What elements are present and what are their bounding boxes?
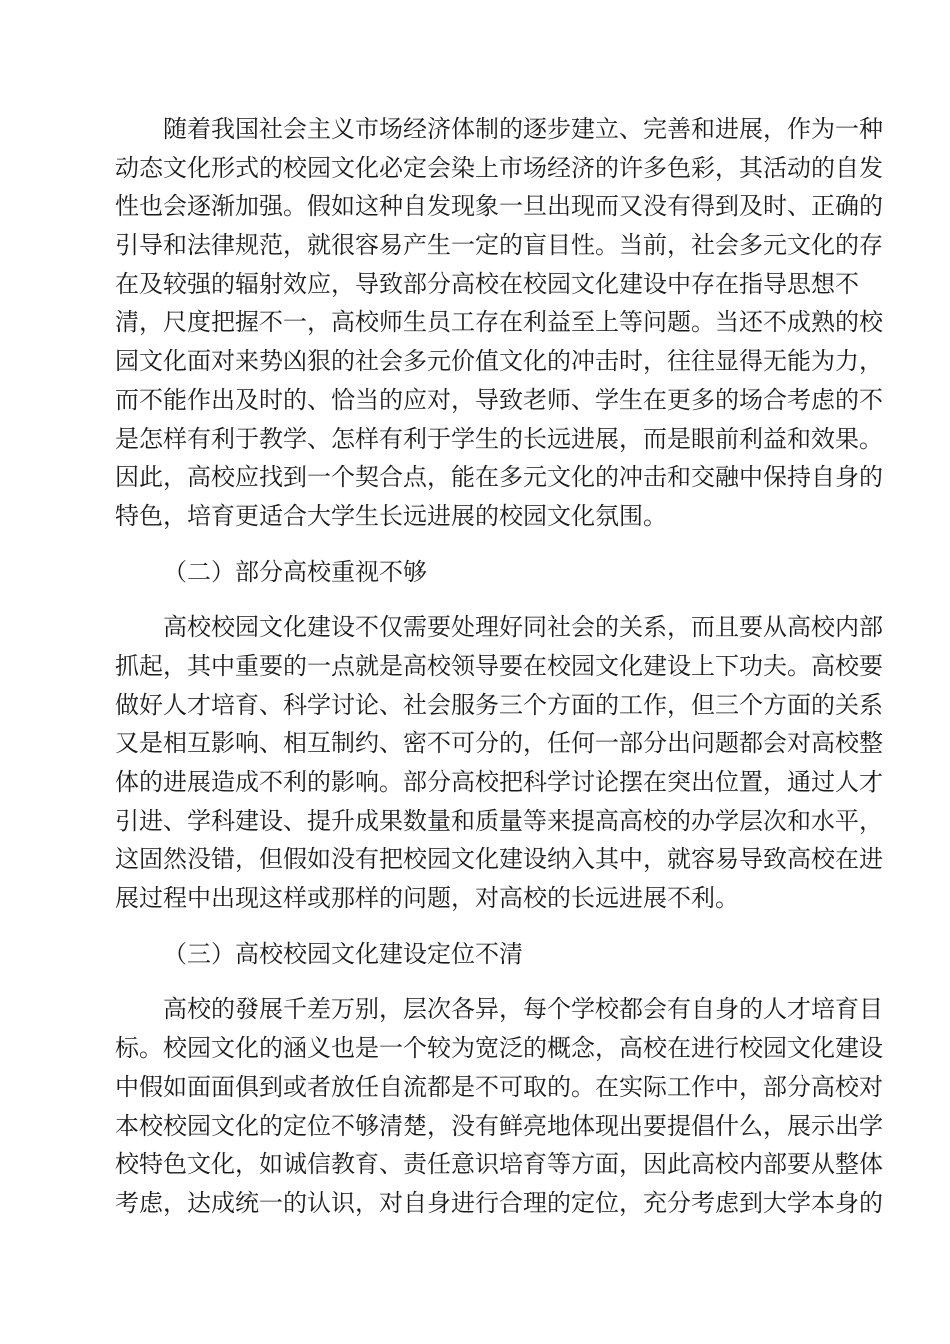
paragraph-1-line: 特色，培育更适合大学生长远进展的校园文化氛围。: [115, 501, 667, 530]
document-body: [115, 110, 883, 1223]
paragraph-3-line: 考虑，达成统一的认识，对自身进行合理的定位，充分考虑到大学本身的: [115, 1188, 883, 1217]
section-heading-2: （二）部分高校重视不够: [163, 557, 427, 586]
paragraph-1: [115, 110, 883, 536]
paragraph-1-line: 动态文化形式的校园文化必定会染上市场经济的许多色彩，其活动的自发: [115, 153, 883, 182]
paragraph-3-line: 本校校园文化的定位不够清楚，没有鲜亮地体现出要提倡什么，展示出学: [115, 1111, 883, 1140]
paragraph-1-line: 是怎样有利于教学、怎样有利于学生的长远进展，而是眼前利益和效果。: [115, 424, 883, 453]
paragraph-1-line: 园文化面对来势凶狠的社会多元价值文化的冲击时，往往显得无能为力，: [115, 347, 883, 376]
paragraph-2-line: 引进、学科建设、提升成果数量和质量等来提高高校的办学层次和水平，: [115, 806, 883, 835]
paragraph-3-line: 高校的發展千差万别，层次各异，每个学校都会有自身的人才培育目: [163, 995, 883, 1024]
paragraph-1-line: 在及较强的辐射效应，导致部分高校在校园文化建设中存在指导思想不: [115, 269, 859, 298]
paragraph-1-line: 而不能作出及时的、恰当的应对，导致老师、学生在更多的场合考虑的不: [115, 385, 883, 414]
paragraph-2-line: 这固然没错，但假如没有把校园文化建设纳入其中，就容易导致高校在进: [115, 845, 883, 874]
paragraph-2-line: 做好人才培育、科学讨论、社会服务三个方面的工作，但三个方面的关系: [115, 690, 883, 719]
paragraph-2-line: 体的进展造成不利的影响。部分高校把科学讨论摆在突出位置，通过人才: [115, 768, 883, 796]
paragraph-3-line: 中假如面面俱到或者放任自流都是不可取的。在实际工作中，部分高校对: [115, 1072, 883, 1101]
paragraph-1-line: 清，尺度把握不一，高校师生员工存在利益至上等问题。当还不成熟的校: [115, 308, 883, 337]
paragraph-2-line: 展过程中出现这样或那样的问题，对高校的长远进展不利。: [115, 884, 739, 913]
paragraph-2-line: 又是相互影响、相互制约、密不可分的，任何一部分出问题都会对高校整: [115, 729, 883, 758]
paragraph-3-line: 校特色文化，如诚信教育、责任意识培育等方面，因此高校内部要从整体: [115, 1150, 883, 1179]
paragraph-1-line: 随着我国社会主义市场经济体制的逐步建立、完善和进展，作为一种: [163, 115, 883, 143]
paragraph-3-line: 标。校园文化的涵义也是一个较为宽泛的概念，高校在进行校园文化建设: [115, 1034, 883, 1063]
paragraph-1-line: 引导和法律规范，就很容易产生一定的盲目性。当前，社会多元文化的存: [115, 231, 883, 260]
paragraph-2-line: 高校校园文化建设不仅需要处理好同社会的关系，而且要从高校内部: [163, 613, 883, 642]
paragraph-2: [115, 608, 883, 918]
paragraph-2-line: 抓起，其中重要的一点就是高校领导要在校园文化建设上下功夫。高校要: [115, 651, 883, 680]
paragraph-1-line: 性也会逐渐加强。假如这种自发现象一旦出现而又没有得到及时、正确的: [115, 192, 883, 221]
section-heading-3: （三）高校校园文化建设定位不清: [163, 939, 523, 968]
paragraph-3: [115, 990, 883, 1222]
paragraph-1-line: 因此，高校应找到一个契合点，能在多元文化的冲击和交融中保持自身的: [115, 463, 883, 492]
